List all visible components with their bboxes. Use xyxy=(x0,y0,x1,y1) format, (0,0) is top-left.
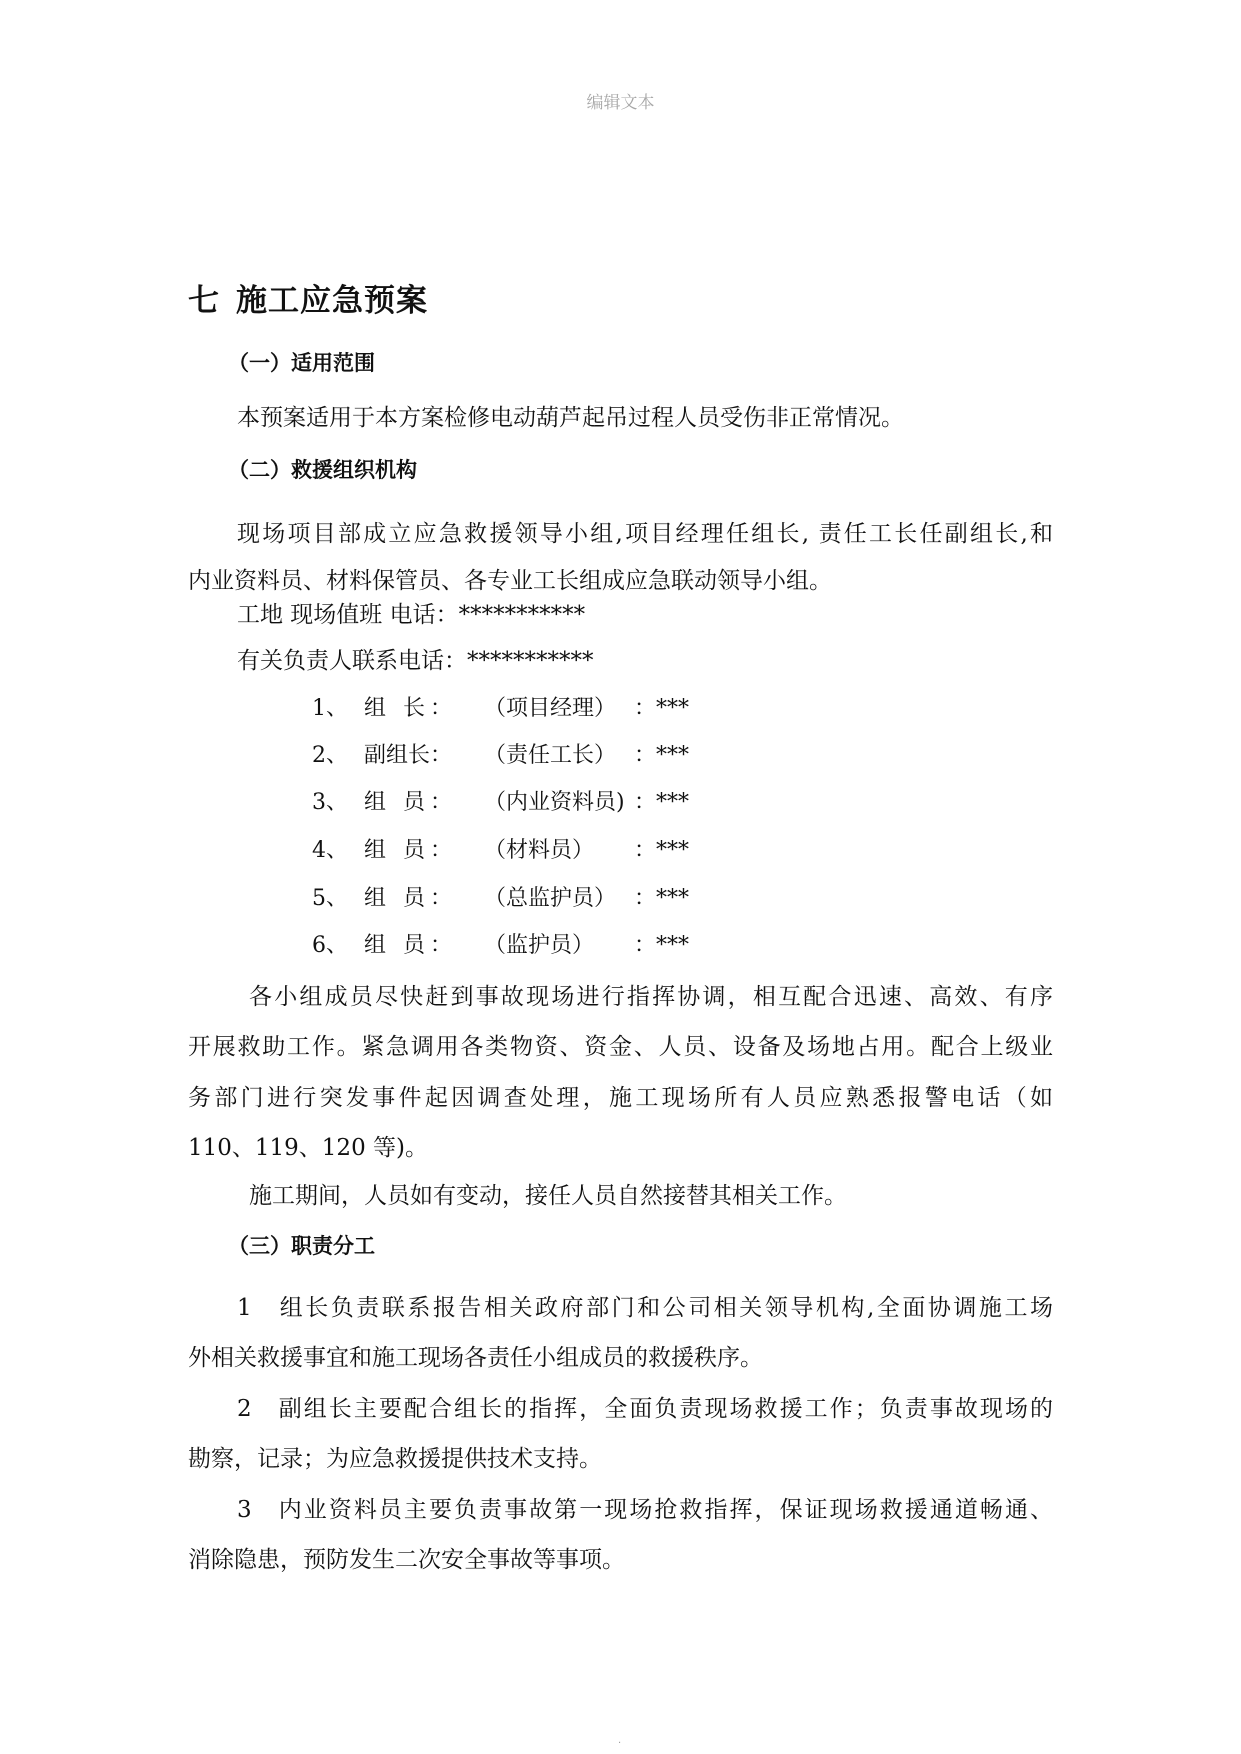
member-number: 4、 xyxy=(312,838,348,863)
section3-item3-line1: 3 内业资料员主要负责事故第一现场抢救指挥，保证现场救援通道畅通、 xyxy=(237,1497,1053,1523)
member-number: 1、 xyxy=(312,696,348,721)
member-role: 组 员： xyxy=(364,933,452,958)
member-role: 组 员： xyxy=(364,790,452,815)
member-value: ：*** xyxy=(634,790,690,815)
section2-para2-line3: 务部门进行突发事件起因调查处理，施工现场所有人员应熟悉报警电话（如 xyxy=(188,1085,1053,1111)
section1-body: 本预案适用于本方案检修电动葫芦起吊过程人员受伤非正常情况。 xyxy=(237,405,904,431)
member-value: ：*** xyxy=(634,743,690,768)
section2-para1-line1: 现场项目部成立应急救援领导小组,项目经理任组长, 责任工长任副组长,和 xyxy=(237,521,1053,547)
member-role: 副组长： xyxy=(364,743,453,768)
member-title: （监护员） xyxy=(484,933,595,958)
member-number: 2、 xyxy=(312,743,348,768)
section3-item2-line1: 2 副组长主要配合组长的指挥，全面负责现场救援工作；负责事故现场的 xyxy=(237,1396,1053,1422)
member-title: （材料员） xyxy=(484,838,595,863)
member-value: ：*** xyxy=(634,933,690,958)
page-title xyxy=(188,275,428,320)
section3-item1-line1: 1 组长负责联系报告相关政府部门和公司相关领导机构,全面协调施工场 xyxy=(237,1295,1053,1321)
footer-dot: . xyxy=(618,1735,622,1746)
leader-phone: 有关负责人联系电话：*********** xyxy=(237,648,594,674)
member-title: （责任工长） xyxy=(484,743,617,768)
section2-para2-line2: 开展救助工作。紧急调用各类物资、资金、人员、设备及场地占用。配合上级业 xyxy=(188,1034,1053,1060)
member-value: ：*** xyxy=(634,886,690,911)
title-text: 施工应急预案 xyxy=(236,283,428,319)
member-role: 组 员： xyxy=(364,838,452,863)
title-number: 七 xyxy=(188,283,220,319)
member-title: （项目经理） xyxy=(484,696,617,721)
section2-para3: 施工期间，人员如有变动，接任人员自然接替其相关工作。 xyxy=(249,1183,847,1209)
member-value: ：*** xyxy=(634,838,690,863)
member-title: （内业资料员) xyxy=(484,790,625,815)
section2-para2-line4: 110、119、120 等)。 xyxy=(188,1135,428,1161)
section3-item3-line2: 消除隐患，预防发生二次安全事故等事项。 xyxy=(188,1547,625,1573)
member-number: 3、 xyxy=(312,790,348,815)
section3-heading: （三）职责分工 xyxy=(228,1234,375,1258)
member-title: （总监护员） xyxy=(484,886,617,911)
section2-para2-line1: 各小组成员尽快赶到事故现场进行指挥协调，相互配合迅速、高效、有序 xyxy=(249,984,1053,1010)
member-number: 6、 xyxy=(312,933,348,958)
section3-item1-line2: 外相关救援事宜和施工现场各责任小组成员的救援秩序。 xyxy=(188,1345,763,1371)
member-role: 组 员： xyxy=(364,886,452,911)
section2-heading: （二）救援组织机构 xyxy=(228,458,417,482)
section2-para1-line2: 内业资料员、材料保管员、各专业工长组成应急联动领导小组。 xyxy=(188,568,832,594)
member-value: ：*** xyxy=(634,696,690,721)
section1-heading: （一）适用范围 xyxy=(228,351,375,375)
section3-item2-line2: 勘察，记录；为应急救援提供技术支持。 xyxy=(188,1446,602,1472)
page-header: 编辑文本 xyxy=(586,93,655,113)
duty-phone: 工地 现场值班 电话：*********** xyxy=(237,602,586,628)
member-number: 5、 xyxy=(312,886,348,911)
member-role: 组 长： xyxy=(364,696,452,721)
